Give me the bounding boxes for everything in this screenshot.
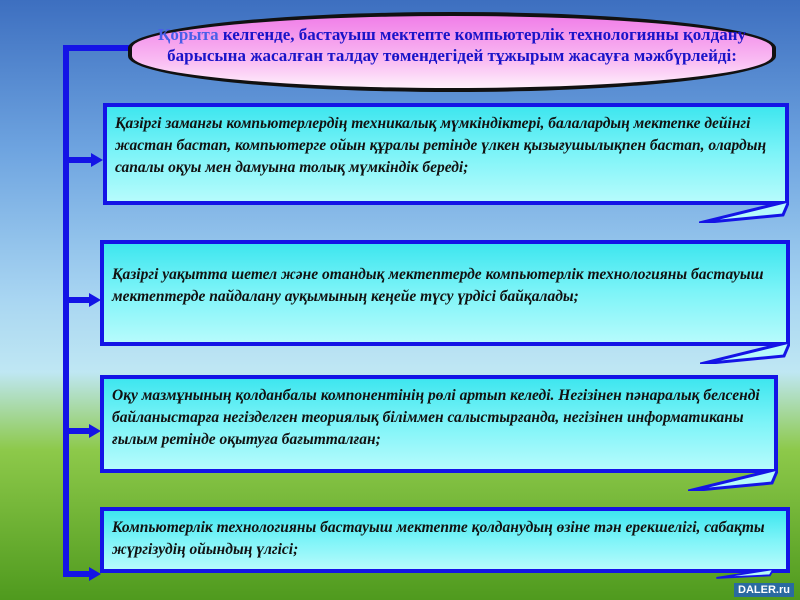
folded-corner [699,201,789,223]
item-text: Оқу мазмұнының қолданбалы компонентінің рөлі артып келеді. Негізінен пәнаралық белсенді байланыстарға негізделген теориялық біліммен салыстырғанда, негізінен информатиканы ғылым ретінде оқытуға бағытталған; [112,387,760,448]
item-text: Қазіргі уақытта шетел және отандық мектептерде компьютерлік технологияны бастауыш мектептерде пайдалану ауқымының кеңейе түсу үрдісі байқалады; [112,266,764,305]
list-item [103,103,789,205]
item-text: Компьютерлік технологияны бастауыш мектепте қолданудың өзіне тән ерекшелігі, сабақты жүргізудің ойындың үлгісі; [112,519,765,558]
item-text: Қазіргі заманғы компьютерлердің техникалық мүмкіндіктері, балалардың мектепке дейінгі жастан бастап, компьютерге ойын құралы ретінде үлкен қызығушылықпен бастап, олардың сапалы оқуы мен дамуына толық мүмкіндік береді; [115,115,767,176]
connector-1 [63,157,93,163]
title-highlight: Қорыта [158,25,219,44]
list-item [100,507,790,573]
folded-corner [688,469,778,491]
connector-3 [63,428,91,434]
title-text: келгенде, бастауыш мектепте компьютерлік технологияны қолдану барысына жасалған талдау төмендегідей тұжырым жасауға мәжбүрлейді: [167,25,746,65]
connector-4 [63,571,91,577]
arrow-icon [91,153,103,167]
bracket-top [63,45,131,51]
folded-corner [700,569,790,583]
daler-logo: DALER.ru [734,583,794,597]
connector-2 [63,297,91,303]
page-title [128,12,776,92]
folded-corner [700,342,790,364]
list-item [100,240,790,346]
list-item [100,375,778,473]
bracket-vertical [63,45,69,577]
